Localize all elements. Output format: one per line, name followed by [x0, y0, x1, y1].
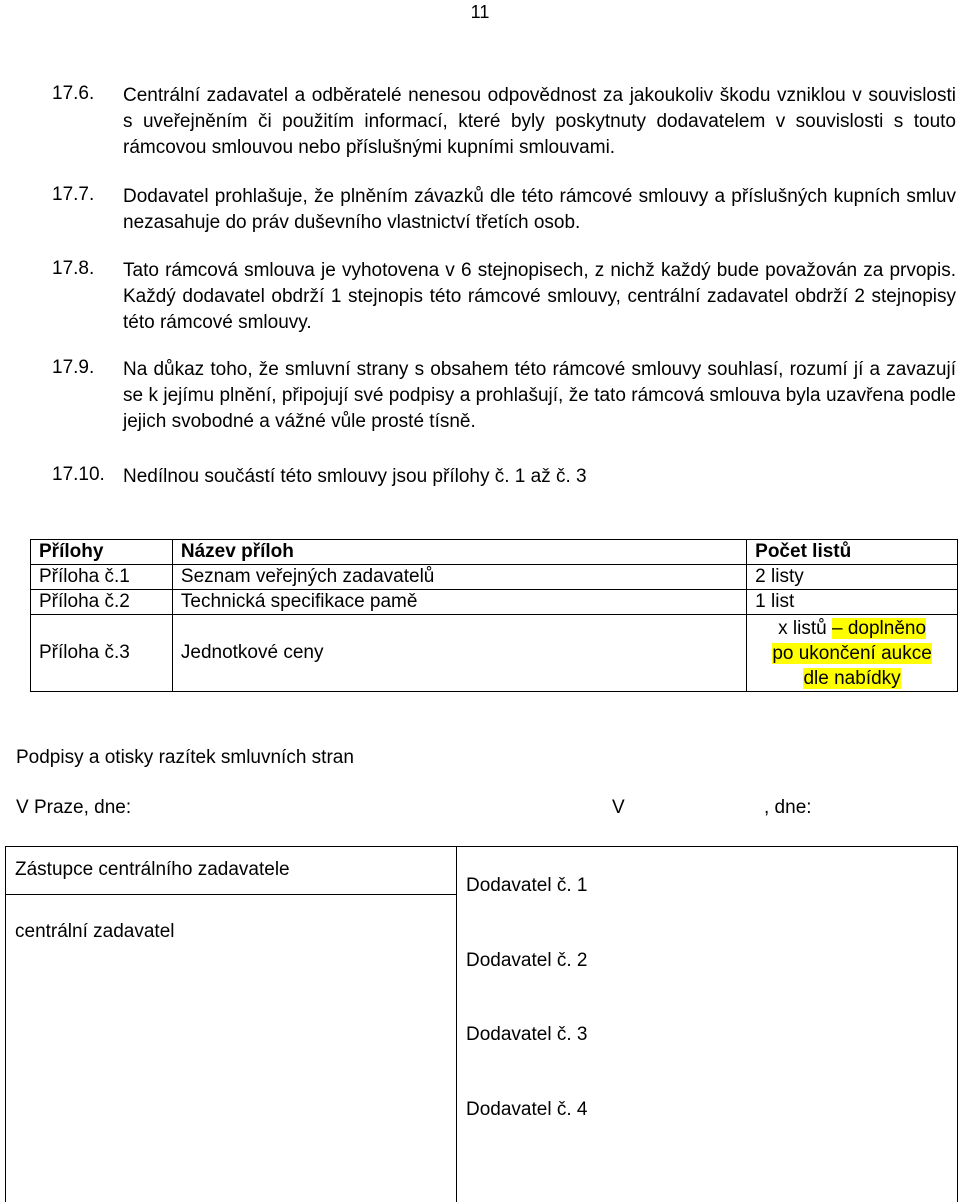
paragraph-17-7	[52, 184, 956, 236]
paragraph-number: 17.6.	[52, 83, 95, 104]
supplier-label: Dodavatel č. 1	[466, 875, 588, 896]
count-line-3	[755, 666, 949, 691]
attachment-id: Příloha č.2	[31, 590, 173, 615]
attachment-count: 1 list	[747, 590, 958, 615]
attachment-id: Příloha č.1	[31, 565, 173, 590]
highlighted-note: po ukončení aukce	[772, 642, 932, 664]
paragraph-text: Nedílnou součástí této smlouvy jsou přílohy č. 1 až č. 3	[123, 466, 587, 487]
paragraph-text: Tato rámcová smlouva je vyhotovena v 6 stejnopisech, z nichž každý bude považován za prvopis. Každý dodavatel obdrží 1 stejnopis této rámcové smlouvy, centrální zadavatel obdrží 2 stejnopisy této rámcové smlouvy.	[123, 260, 956, 333]
place-date-left: V Praze, dne:	[16, 797, 132, 818]
highlighted-note: – doplněno	[831, 617, 927, 639]
highlighted-note: dle nabídky	[803, 667, 901, 689]
representative-label: Zástupce centrálního zadavatele	[15, 859, 290, 880]
paragraph-17-10	[52, 464, 956, 490]
attachment-name: Technická specifikace pamě	[172, 590, 746, 615]
attachment-name: Seznam veřejných zadavatelů	[172, 565, 746, 590]
place-right: V	[612, 797, 625, 818]
divider	[6, 894, 456, 895]
attachment-count: 2 listy	[747, 565, 958, 590]
paragraph-text: Centrální zadavatel a odběratelé nenesou odpovědnost za jakoukoliv škodu vzniklou v souvislosti s uveřejněním či použitím informací, které byly poskytnuty dodavatelem v souvislosti s touto rámcovou smlouvou nebo příslušnými kupními smlouvami.	[123, 85, 956, 158]
table-header-row	[31, 540, 958, 565]
table-row	[31, 615, 958, 692]
header-page-count: Počet listů	[747, 540, 958, 565]
paragraph-number: 17.8.	[52, 258, 95, 279]
attachments-table	[30, 539, 958, 692]
paragraph-number: 17.7.	[52, 184, 95, 205]
attachment-count	[747, 615, 958, 692]
paragraph-17-6	[52, 83, 956, 161]
supplier-label: Dodavatel č. 3	[466, 1024, 588, 1045]
paragraph-17-9	[52, 357, 956, 435]
count-prefix: x listů	[778, 617, 832, 639]
count-line-1	[755, 616, 949, 641]
supplier-label: Dodavatel č. 4	[466, 1099, 588, 1120]
signatures-title: Podpisy a otisky razítek smluvních stran	[16, 747, 354, 768]
count-line-2	[755, 641, 949, 666]
paragraph-number: 17.10.	[52, 464, 105, 485]
header-attachments: Přílohy	[31, 540, 173, 565]
attachment-name: Jednotkové ceny	[172, 615, 746, 692]
authority-label: centrální zadavatel	[15, 921, 175, 942]
attachment-id: Příloha č.3	[31, 615, 173, 692]
date-right: , dne:	[764, 797, 812, 818]
table-row	[31, 565, 958, 590]
page-number: 11	[470, 2, 490, 22]
paragraph-text: Na důkaz toho, že smluvní strany s obsahem této rámcové smlouvy souhlasí, rozumí jí a zavazují se k jejímu plnění, připojují své podpisy a prohlašují, že tato rámcová smlouva byla uzavřena podle jejich svobodné a vážné vůle prosté tísně.	[123, 359, 956, 432]
header-attachment-name: Název příloh	[172, 540, 746, 565]
paragraph-17-8	[52, 258, 956, 336]
paragraph-text: Dodavatel prohlašuje, že plněním závazků dle této rámcové smlouvy a příslušných kupních smluv nezasahuje do práv duševního vlastnictví třetích osob.	[123, 186, 956, 233]
table-row	[31, 590, 958, 615]
supplier-label: Dodavatel č. 2	[466, 950, 588, 971]
central-contracting-authority-signature-box	[5, 846, 457, 1202]
paragraph-number: 17.9.	[52, 357, 95, 378]
